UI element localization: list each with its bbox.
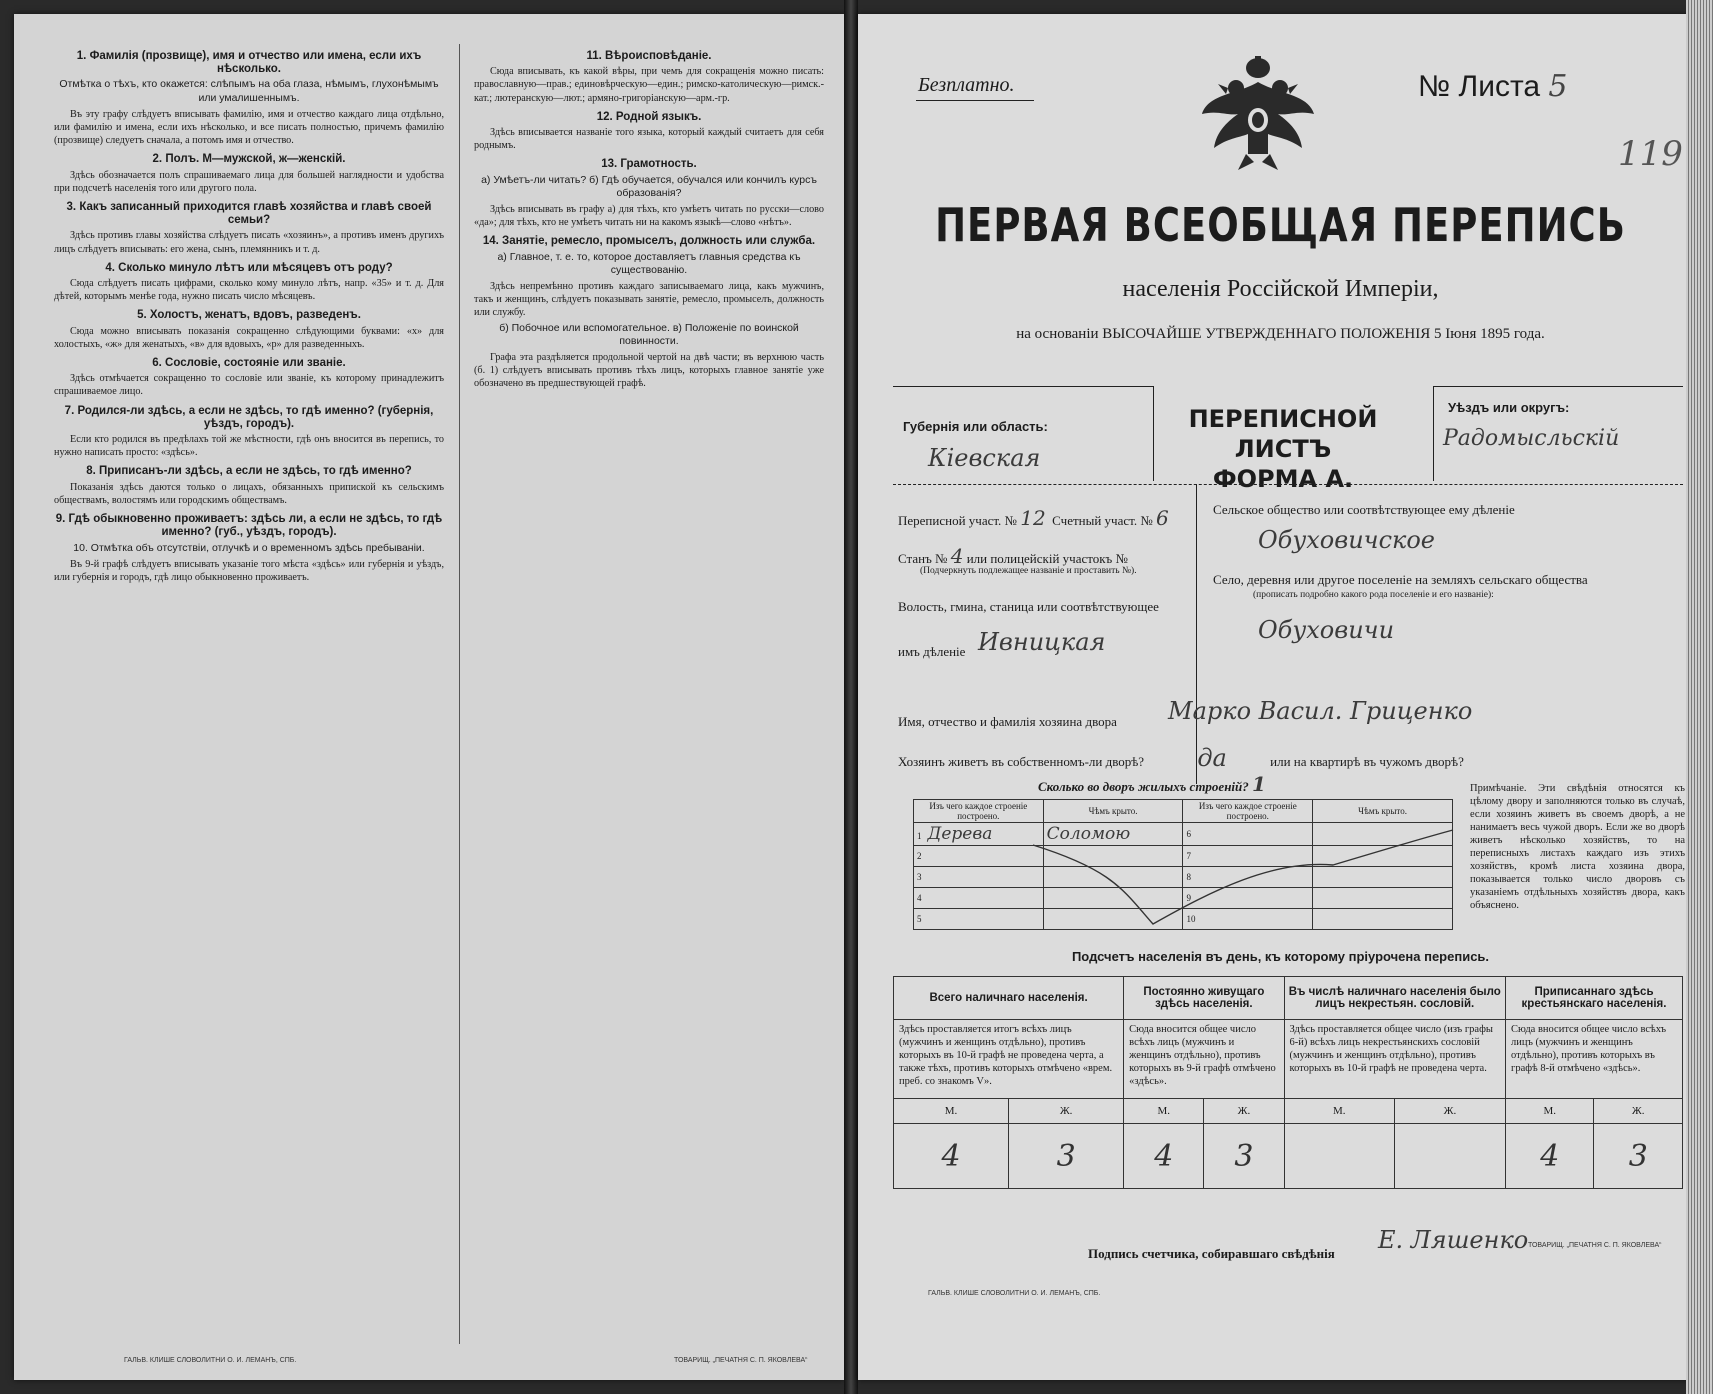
female-count: 3: [1594, 1124, 1683, 1189]
bt-head-roof-2: Чѣмъ крыто.: [1313, 800, 1453, 823]
row-number: 6: [1186, 829, 1191, 839]
pop-desc-row: [894, 1020, 1683, 1099]
row-number: 5: [917, 914, 922, 924]
instruction-paragraph: Здѣсь обозначается полъ спрашиваемаго лица для большей наглядности и удобства при подсчетѣ населенія того или другого пола.: [54, 169, 444, 194]
imperial-eagle-icon: [1198, 54, 1318, 174]
instruction-paragraph: Здѣсь непремѣнно противъ каждаго записываемаго лица, какъ мужчинъ, такъ и женщинъ, слѣдуетъ показывать занятіе, ремесло, промыселъ, должность или службу.: [474, 281, 824, 319]
instruction-heading: 14. Занятіе, ремесло, промыселъ, должность или служба.: [482, 235, 816, 248]
left-footer-left: ГАЛЬВ. КЛИШЕ СЛОВОЛИТНИ О. И. ЛЕМАНЪ, СПБ.: [124, 1357, 297, 1364]
gubernia-value: Кіевская: [928, 444, 1041, 472]
male-count: 4: [894, 1124, 1009, 1189]
village-value: Обуховичи: [1258, 616, 1395, 644]
pop-column-description: Здѣсь проставляется итогъ всѣхъ лицъ (мужчинъ и женщинъ отдѣльно), противъ которыхъ въ 10-й графѣ не проведена черта, а также тѣхъ, противъ которыхъ отмѣчено «врем. преб. со знакомъ V».: [894, 1020, 1124, 1099]
form-subtitle: населенія Россійской Имперіи,: [1122, 276, 1439, 302]
instruction-heading: 12. Родной языкъ.: [596, 110, 702, 123]
pop-column-description: Здѣсь проставляется общее число (изъ графы 6-й) всѣхъ лицъ некрестьянскихъ сословій (мужчинъ и женщинъ отдѣльно), противъ которыхъ въ 10-й графѣ не проведена черта.: [1284, 1020, 1506, 1099]
volost-label: Волость, гмина, станица или соотвѣтствующее: [898, 599, 1159, 614]
instruction-paragraph: Здѣсь противъ главы хозяйства слѣдуетъ писать «хозяинъ», а противъ именъ другихъ лицъ слѣдуетъ вписывать: его жена, сынъ, племянникъ и т. д.: [54, 230, 444, 255]
buildings-note: Примѣчаніе. Эти свѣдѣнія относятся къ цѣлому двору и заполняются только въ случаѣ, если хозяинъ живетъ въ своемъ дворѣ, а не нанимаетъ весь чужой дворъ. Если же во дворѣ живетъ нѣсколько хозяйствъ, то на переписныхъ листахъ каждаго изъ этихъ хозяйствъ, кромѣ листа хозяина двора, показывается только число дворовъ съ указаніемъ отдѣльныхъ хозяйствъ двора, какъ объяснено.: [1470, 783, 1685, 911]
female-count: [1394, 1124, 1505, 1189]
male-label: М.: [894, 1099, 1009, 1124]
male-count: [1284, 1124, 1394, 1189]
society-label: Сельское общество или соотвѣтствующее ему дѣленіе: [1213, 502, 1515, 517]
book-gutter: [844, 0, 858, 1394]
female-label: Ж.: [1009, 1099, 1124, 1124]
enumeration-district: [898, 506, 1169, 530]
right-footer-left: ГАЛЬВ. КЛИШЕ СЛОВОЛИТНИ О. И. ЛЕМАНЪ, СПБ.: [928, 1290, 1101, 1297]
police-label: или полицейскій участокъ №: [966, 551, 1128, 566]
stan-label: Станъ №: [898, 551, 948, 566]
pop-column-heading: Постоянно живущаго здѣсь населенія.: [1124, 977, 1284, 1020]
instruction-heading: 8. Приписанъ-ли здѣсь, а если не здѣсь, то гдѣ именно?: [86, 465, 412, 478]
left-instructions-page: [14, 14, 844, 1380]
bt-head-material: Изъ чего каждое строеніе построено.: [914, 800, 1044, 823]
male-count: 4: [1124, 1124, 1204, 1189]
pop-column-description: Сюда вносится общее число всѣхъ лицъ (мужчинъ и женщинъ отдѣльно), противъ которыхъ въ 9-й графѣ отмѣчено «здѣсь».: [1124, 1020, 1284, 1099]
instruction-paragraph: Здѣсь вписывается названіе того языка, который каждый считаетъ для себя роднымъ.: [474, 127, 824, 152]
left-footer-right: ТОВАРИЩ. „ПЕЧАТНЯ С. П. ЯКОВЛЕВА“: [674, 1357, 808, 1364]
village-hint: (прописать подробно какого рода поселеніе и его названіе):: [1253, 590, 1494, 600]
archive-stamp-number: 119: [1618, 134, 1683, 174]
schet-uch-value: 6: [1156, 506, 1169, 530]
female-label: Ж.: [1204, 1099, 1284, 1124]
instruction-paragraph: Сюда слѣдуетъ писать цифрами, сколько кому минуло лѣтъ, напр. «35» и т. д. Для дѣтей, которымъ менѣе года, нужно писать число мѣсяцевъ.: [54, 278, 444, 303]
instruction-subheading: Отмѣтка о тѣхъ, кто окажется: слѣпымъ на оба глаза, нѣмымъ, глухонѣмымъ или умалишеннымъ.: [59, 78, 439, 104]
row-number: 1: [917, 831, 922, 841]
uezd-label: Уѣздъ или округъ:: [1448, 400, 1570, 415]
lives-own-yard: [898, 744, 1464, 772]
column-divider: [459, 44, 460, 1344]
pop-head-row: [894, 977, 1683, 1020]
instruction-paragraph: Графа эта раздѣляется продольной чертой на двѣ части; въ верхнюю часть (б. 1) слѣдуетъ вписывать противъ тѣхъ лицъ, которыхъ главное занятіе уже обозначено въ предшествующей графѣ.: [474, 352, 824, 390]
sheet-number-value: 5: [1548, 69, 1568, 104]
building-material-value: Дерева: [927, 824, 993, 844]
stan-field: [898, 544, 1128, 568]
female-count: 3: [1204, 1124, 1284, 1189]
instruction-paragraph: Если кто родился въ предѣлахъ той же мѣстности, гдѣ онъ вносится въ перепись, то нужно написать просто: «здѣсь».: [54, 434, 444, 459]
signature-label: Подпись счетчика, собиравшаго свѣдѣнія: [1088, 1246, 1335, 1261]
village-label: Село, деревня или другое поселеніе на земляхъ сельскаго общества: [1213, 572, 1588, 587]
instruction-paragraph: Здѣсь вписывать въ графу а) для тѣхъ, кто умѣетъ читать по русски—слово «да»; для тѣхъ, кто не умѣетъ читать ни на какомъ языкѣ—слово «нѣтъ».: [474, 204, 824, 229]
instruction-paragraph: Здѣсь отмѣчается сокращенно то сословіе или званіе, къ которому принадлежитъ спрашиваемое лицо.: [54, 373, 444, 398]
female-label: Ж.: [1394, 1099, 1505, 1124]
uezd-value: Радомысльскій: [1443, 426, 1620, 451]
row-number: 3: [917, 872, 922, 882]
legal-basis-line: на основаніи ВЫСОЧАЙШЕ УТВЕРЖДЕННАГО ПОЛОЖЕНІЯ 5 Іюня 1895 года.: [1016, 326, 1545, 342]
instruction-heading: 13. Грамотность.: [601, 158, 697, 171]
instruction-paragraph: Сюда вписывать, къ какой вѣры, при чемъ для сокращенія можно писать: православную—прав.; единовѣрческую—един.; римско-католическую—римск.-кат.; лютеранскую—лют.; армяно-григоріанскую—арм.-гр.: [474, 66, 824, 104]
list-title: ПЕРЕПИСНОЙ ЛИСТЪ: [1188, 405, 1378, 463]
strikethrough-lines: [913, 820, 1458, 930]
pop-column-heading: Приписаннаго здѣсь крестьянскаго населенія.: [1506, 977, 1683, 1020]
perepis-uch-value: 12: [1020, 506, 1046, 530]
divider: [916, 100, 1034, 101]
row-number: 9: [1186, 893, 1191, 903]
instruction-subheading: 10. Отмѣтка объ отсутствіи, отлучкѣ и о временномъ здѣсь пребываніи.: [73, 541, 425, 554]
right-footer-right: ТОВАРИЩ. „ПЕЧАТНЯ С. П. ЯКОВЛЕВА“: [1528, 1242, 1662, 1249]
form-title: ПЕРВАЯ ВСЕОБЩАЯ ПЕРЕПИСЬ: [935, 198, 1626, 253]
instruction-subheading: а) Умѣетъ-ли читать? б) Гдѣ обучается, обучался или кончилъ курсъ образованія?: [481, 173, 817, 199]
bt-head-material-2: Изъ чего каждое строеніе построено.: [1183, 800, 1313, 823]
pop-column-heading: Всего наличнаго населенія.: [894, 977, 1124, 1020]
free-of-charge-label: Безплатно.: [918, 74, 1015, 96]
sheet-number-label: № Листа: [1418, 70, 1541, 103]
volost-value: Ивницкая: [978, 628, 1106, 656]
signature-value: Е. Ляшенко: [1378, 1226, 1529, 1254]
female-count: 3: [1009, 1124, 1124, 1189]
bt-head-roof: Чѣмъ крыто.: [1043, 800, 1183, 823]
row-number: 10: [1186, 914, 1196, 924]
instruction-subheading: а) Главное, т. е. то, которое доставляетъ главныя средства къ существованію.: [497, 250, 801, 276]
instruction-subheading: б) Побочное или вспомогательное. в) Положеніе по воинской повинности.: [499, 321, 799, 347]
population-count-title: Подсчетъ населенія въ день, къ которому пріурочена перепись.: [1071, 949, 1490, 964]
page-edges: [1686, 0, 1713, 1394]
form-letter: ФОРМА А.: [1212, 465, 1354, 493]
buildings-count: [1038, 772, 1266, 796]
instruction-heading: 2. Полъ. М—мужской, ж—женскій.: [152, 153, 346, 166]
census-form-page: [858, 14, 1703, 1380]
lives-value: да: [1197, 744, 1227, 772]
pop-column-description: Сюда вносится общее число всѣхъ лицъ (мужчинъ и женщинъ отдѣльно), противъ которыхъ въ графѣ 8-й отмѣчено «здѣсь».: [1506, 1020, 1683, 1099]
owner-label: Имя, отчество и фамилія хозяина двора: [898, 714, 1117, 729]
population-count-table: [893, 976, 1683, 1189]
stan-hint: (Подчеркнуть подлежащее названіе и проставить №).: [920, 566, 1137, 576]
buildings-label: Сколько во дворъ жилыхъ строеній?: [1038, 779, 1249, 794]
row-number: 8: [1186, 872, 1191, 882]
female-label: Ж.: [1594, 1099, 1683, 1124]
instructions-column-a: [54, 44, 444, 586]
male-label: М.: [1284, 1099, 1394, 1124]
instruction-paragraph: Въ 9-й графѣ слѣдуетъ вписывать указаніе того мѣста «здѣсь» или губернія и уѣздъ, или губернія и городъ, гдѣ лицо обыкновенно проживаетъ.: [54, 558, 444, 583]
instruction-heading: 7. Родился-ли здѣсь, а если не здѣсь, то гдѣ именно? (губернія, уѣздъ, городъ).: [64, 404, 434, 430]
male-label: М.: [1506, 1099, 1594, 1124]
schet-uch-label: Счетный участ. №: [1052, 513, 1153, 528]
instruction-heading: 4. Сколько минуло лѣтъ или мѣсяцевъ отъ роду?: [105, 261, 393, 274]
instruction-heading: 6. Сословіе, состояніе или званіе.: [152, 357, 346, 370]
lives-alt-label: или на квартирѣ въ чужомъ дворѣ?: [1270, 754, 1464, 769]
male-label: М.: [1124, 1099, 1204, 1124]
stan-value: 4: [950, 544, 964, 568]
sheet-number: [1418, 69, 1568, 104]
society-value: Обуховичское: [1258, 526, 1436, 554]
building-roof-value: Соломою: [1046, 824, 1131, 844]
pop-value-row: [894, 1124, 1683, 1189]
row-number: 2: [917, 851, 922, 861]
gubernia-label: Губернія или область:: [903, 419, 1048, 434]
instruction-paragraph: Показанія здѣсь даются только о лицахъ, обязанныхъ припиской къ сельскимъ обществамъ, волостямъ или городскимъ обществамъ.: [54, 481, 444, 506]
buildings-value: 1: [1252, 772, 1266, 796]
pop-column-heading: Въ числѣ наличнаго населенія было лицъ некрестьян. сословій.: [1284, 977, 1506, 1020]
volost-label-2: имъ дѣленіе: [898, 644, 966, 659]
instruction-paragraph: Въ эту графу слѣдуетъ вписывать фамилію, имя и отчество каждаго лица отдѣльно, или фамилію и имена, если ихъ нѣсколько, и все писать полностью, причемъ фамилію (прозвище) следуетъ сначала, а потомъ имя и отчество.: [54, 108, 444, 147]
pop-sex-row: [894, 1099, 1683, 1124]
sheet-type-title: [1148, 404, 1418, 494]
perepis-uch-label: Переписной участ. №: [898, 513, 1017, 528]
instruction-heading: 11. Вѣроисповѣданіе.: [586, 50, 712, 62]
lives-label: Хозяинъ живетъ въ собственномъ-ли дворѣ?: [898, 754, 1145, 769]
row-number: 7: [1186, 851, 1191, 861]
row-number: 4: [917, 893, 922, 903]
instruction-heading: 9. Гдѣ обыкновенно проживаетъ: здѣсь ли, а если не здѣсь, то гдѣ именно? (губ., уѣздъ, городъ).: [55, 513, 443, 539]
instruction-heading: 3. Какъ записанный приходится главѣ хозяйства и главѣ своей семьи?: [66, 201, 432, 227]
instruction-heading: 5. Холостъ, женатъ, вдовъ, разведенъ.: [137, 309, 361, 322]
male-count: 4: [1506, 1124, 1594, 1189]
instruction-paragraph: Сюда можно вписывать показанія сокращенно слѣдующими буквами: «х» для холостыхъ, «ж» для женатыхъ, «в» для вдовыхъ, «р» для разведенныхъ.: [54, 325, 444, 350]
owner-value: Марко Васил. Гриценко: [1168, 697, 1473, 725]
instructions-column-b: [474, 44, 824, 393]
instruction-heading: 1. Фамилія (прозвище), имя и отчество или имена, если ихъ нѣсколько.: [76, 50, 422, 76]
